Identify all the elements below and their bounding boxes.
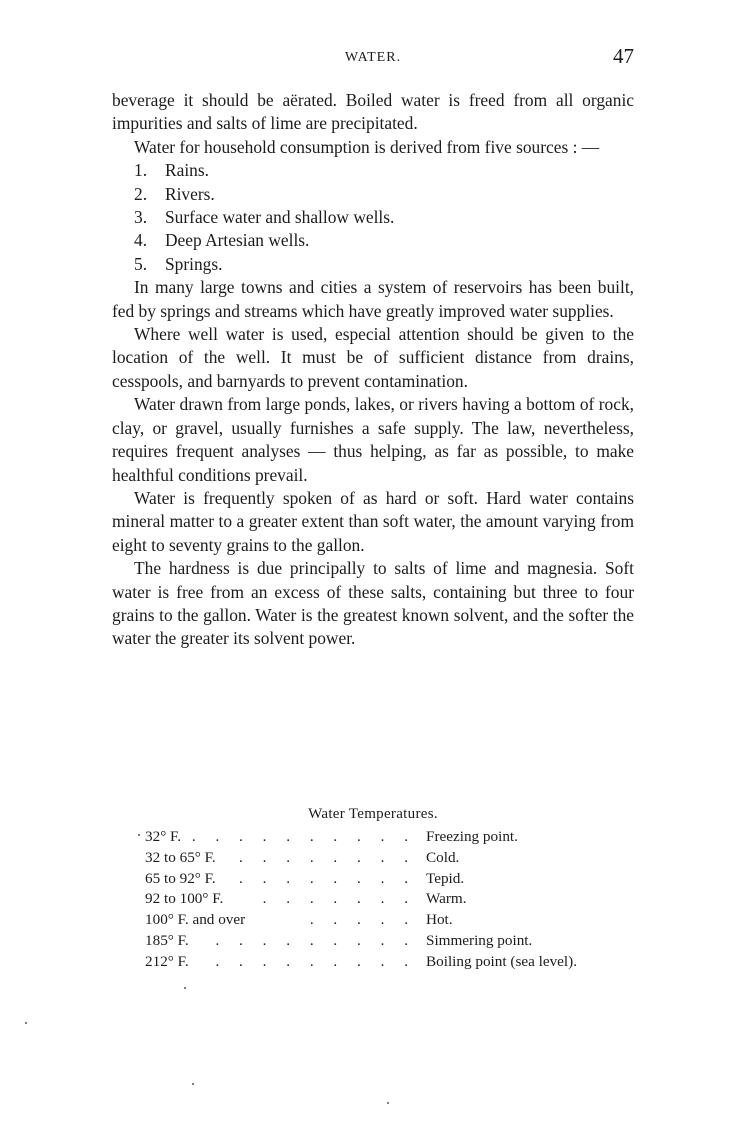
paragraph-aeration: beverage it should be aërated. Boiled water is freed from all organic impurities and salts of lime are precipitated. <box>112 90 634 134</box>
paragraph-hardness: The hardness is due principally to salts of lime and magnesia. Soft water is free from an excess of these salts, containing but three to four grains to the gallon. Water is the greatest known solvent, and the softer the water the greater its solvent power. <box>112 558 634 649</box>
temperature-value: 212° F. <box>145 952 189 970</box>
table-row <box>145 870 634 891</box>
temperature-value: 32 to 65° F. <box>145 848 216 866</box>
paragraph-ponds-lakes: Water drawn from large ponds, lakes, or rivers having a bottom of rock, clay, or gravel, usually furnishes a safe supply. The law, nevertheless, requires frequent analyses — thus helping, as far as possible, to make healthful conditions prevail. <box>112 394 634 485</box>
running-title: WATER. <box>344 50 402 65</box>
temperature-label: Hot. <box>426 911 453 929</box>
list-item <box>134 183 634 206</box>
list-item-number: 4. <box>134 230 148 251</box>
list-item-number: 3. <box>134 207 148 228</box>
ink-speck <box>25 1022 27 1024</box>
water-temperatures-table <box>112 806 634 974</box>
dot-leader: . . . . . . . . . <box>215 952 416 970</box>
table-title: Water Temperatures. <box>308 806 438 822</box>
paragraph-hard-soft: Water is frequently spoken of as hard or soft. Hard water contains mineral matter to a greater extent than soft water, the amount varying from eight to seventy grains to the gallon. <box>112 487 634 555</box>
list-item-text: Surface water and shallow wells. <box>165 207 395 228</box>
temperature-value: 100° F. and over <box>145 911 246 929</box>
paragraph-well-water: Where well water is used, especial attention should be given to the location of the well. It must be of sufficient distance from drains, cesspools, and barnyards to prevent contamination. <box>112 324 634 391</box>
temperature-label: Cold. <box>426 848 460 866</box>
water-sources-list <box>112 159 634 276</box>
page-header <box>112 44 634 74</box>
paragraph-reservoirs: In many large towns and cities a system of reservoirs has been built, fed by springs and streams which have greatly improved water supplies. <box>112 277 634 321</box>
list-item <box>134 159 634 182</box>
dot-leader: . . . . . . . . <box>239 848 416 866</box>
dot-leader: . . . . . . . . . <box>215 931 416 949</box>
dot-leader: . . . . . . . . <box>239 869 416 887</box>
ink-speck <box>192 1083 194 1085</box>
table-row <box>145 911 634 932</box>
list-item <box>134 206 634 229</box>
page-number: 47 <box>613 44 634 68</box>
dot-leader: . . . . . . . <box>262 890 416 908</box>
body-text <box>112 89 634 651</box>
table-row <box>145 953 634 974</box>
table-row <box>145 890 634 911</box>
temperature-label: Tepid. <box>426 869 465 887</box>
list-item-number: 5. <box>134 253 148 274</box>
temperature-value: 185° F. <box>145 931 189 949</box>
ink-speck <box>387 1102 389 1104</box>
temperature-label: Warm. <box>426 890 467 908</box>
dot-leader: . . . . . . . . . . <box>191 828 416 845</box>
table-row <box>145 932 634 953</box>
ink-speck <box>184 987 186 989</box>
table-body <box>145 828 634 974</box>
temperature-value: 92 to 100° F. <box>145 890 224 908</box>
table-row <box>145 828 634 849</box>
table-row <box>145 849 634 870</box>
dot-leader: . . . . . <box>309 911 416 929</box>
list-item <box>134 253 634 276</box>
temperature-label: Freezing point. <box>426 828 518 845</box>
list-item-text: Rains. <box>165 160 209 181</box>
list-item-number: 2. <box>134 183 148 204</box>
temperature-label: Simmering point. <box>426 931 533 949</box>
list-item-text: Deep Artesian wells. <box>165 230 310 251</box>
list-item-number: 1. <box>134 160 148 181</box>
list-item-text: Rivers. <box>165 183 215 204</box>
temperature-value: 32° F. <box>145 828 182 845</box>
paragraph-sources-intro: Water for household consumption is derived from five sources : — <box>134 136 600 157</box>
ink-speck <box>138 834 140 836</box>
list-item <box>134 229 634 252</box>
list-item-text: Springs. <box>165 253 223 274</box>
temperature-label: Boiling point (sea level). <box>426 952 577 970</box>
temperature-value: 65 to 92° F. <box>145 869 216 887</box>
